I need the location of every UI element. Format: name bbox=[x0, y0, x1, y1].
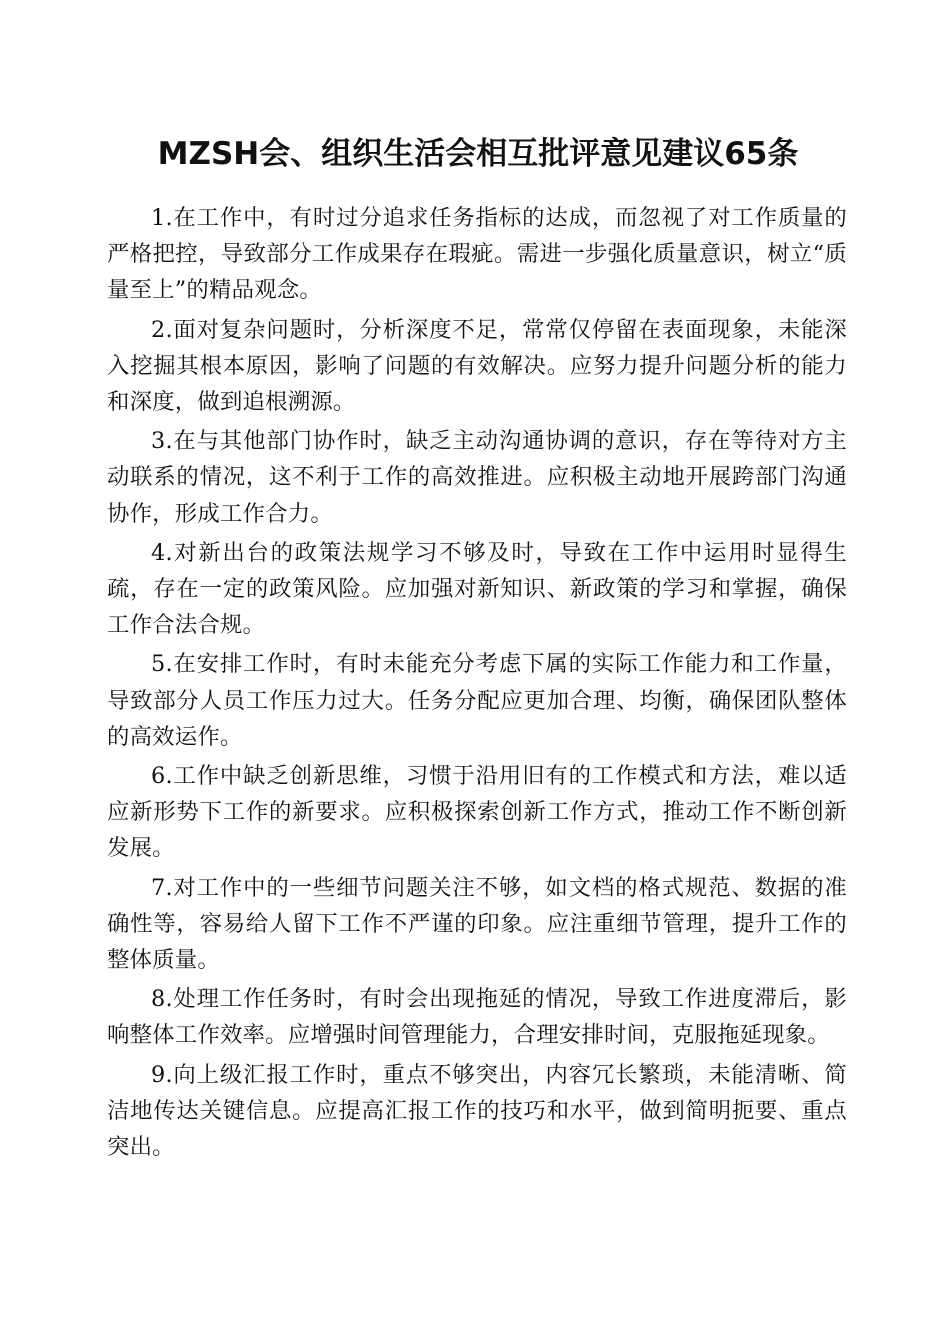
paragraph-3: 3.在与其他部门协作时，缺乏主动沟通协调的意识，存在等待对方主动联系的情况，这不利于工作的高效推进。应积极主动地开展跨部门沟通协作，形成工作合力。 bbox=[107, 428, 847, 527]
document-body bbox=[107, 200, 847, 1168]
paragraph-8: 8.处理工作任务时，有时会出现拖延的情况，导致工作进度滞后，影响整体工作效率。应增强时间管理能力，合理安排时间，克服拖延现象。 bbox=[107, 986, 847, 1049]
paragraph-4: 4.对新出台的政策法规学习不够及时，导致在工作中运用时显得生疏，存在一定的政策风险。应加强对新知识、新政策的学习和掌握，确保工作合法合规。 bbox=[107, 539, 847, 639]
paragraph-5: 5.在安排工作时，有时未能充分考虑下属的实际工作能力和工作量，导致部分人员工作压力过大。任务分配应更加合理、均衡，确保团队整体的高效运作。 bbox=[107, 651, 847, 750]
paragraph-9: 9.向上级汇报工作时，重点不够突出，内容冗长繁琐，未能清晰、简洁地传达关键信息。应提高汇报工作的技巧和水平，做到简明扼要、重点突出。 bbox=[107, 1061, 847, 1161]
document-title: MZSH会、组织生活会相互批评意见建议65条 bbox=[157, 136, 799, 172]
paragraph-7: 7.对工作中的一些细节问题关注不够，如文档的格式规范、数据的准确性等，容易给人留下工作不严谨的印象。应注重细节管理，提升工作的整体质量。 bbox=[107, 874, 847, 974]
paragraph-2: 2.面对复杂问题时，分析深度不足，常常仅停留在表面现象，未能深入挖掘其根本原因，影响了问题的有效解决。应努力提升问题分析的能力和深度，做到追根溯源。 bbox=[107, 316, 847, 416]
paragraph-1: 1.在工作中，有时过分追求任务指标的达成，而忽视了对工作质量的严格把控，导致部分工作成果存在瑕疵。需进一步强化质量意识，树立“质量至上”的精品观念。 bbox=[107, 205, 847, 304]
paragraph-6: 6.工作中缺乏创新思维，习惯于沿用旧有的工作模式和方法，难以适应新形势下工作的新要求。应积极探索创新工作方式，推动工作不断创新发展。 bbox=[107, 763, 847, 862]
